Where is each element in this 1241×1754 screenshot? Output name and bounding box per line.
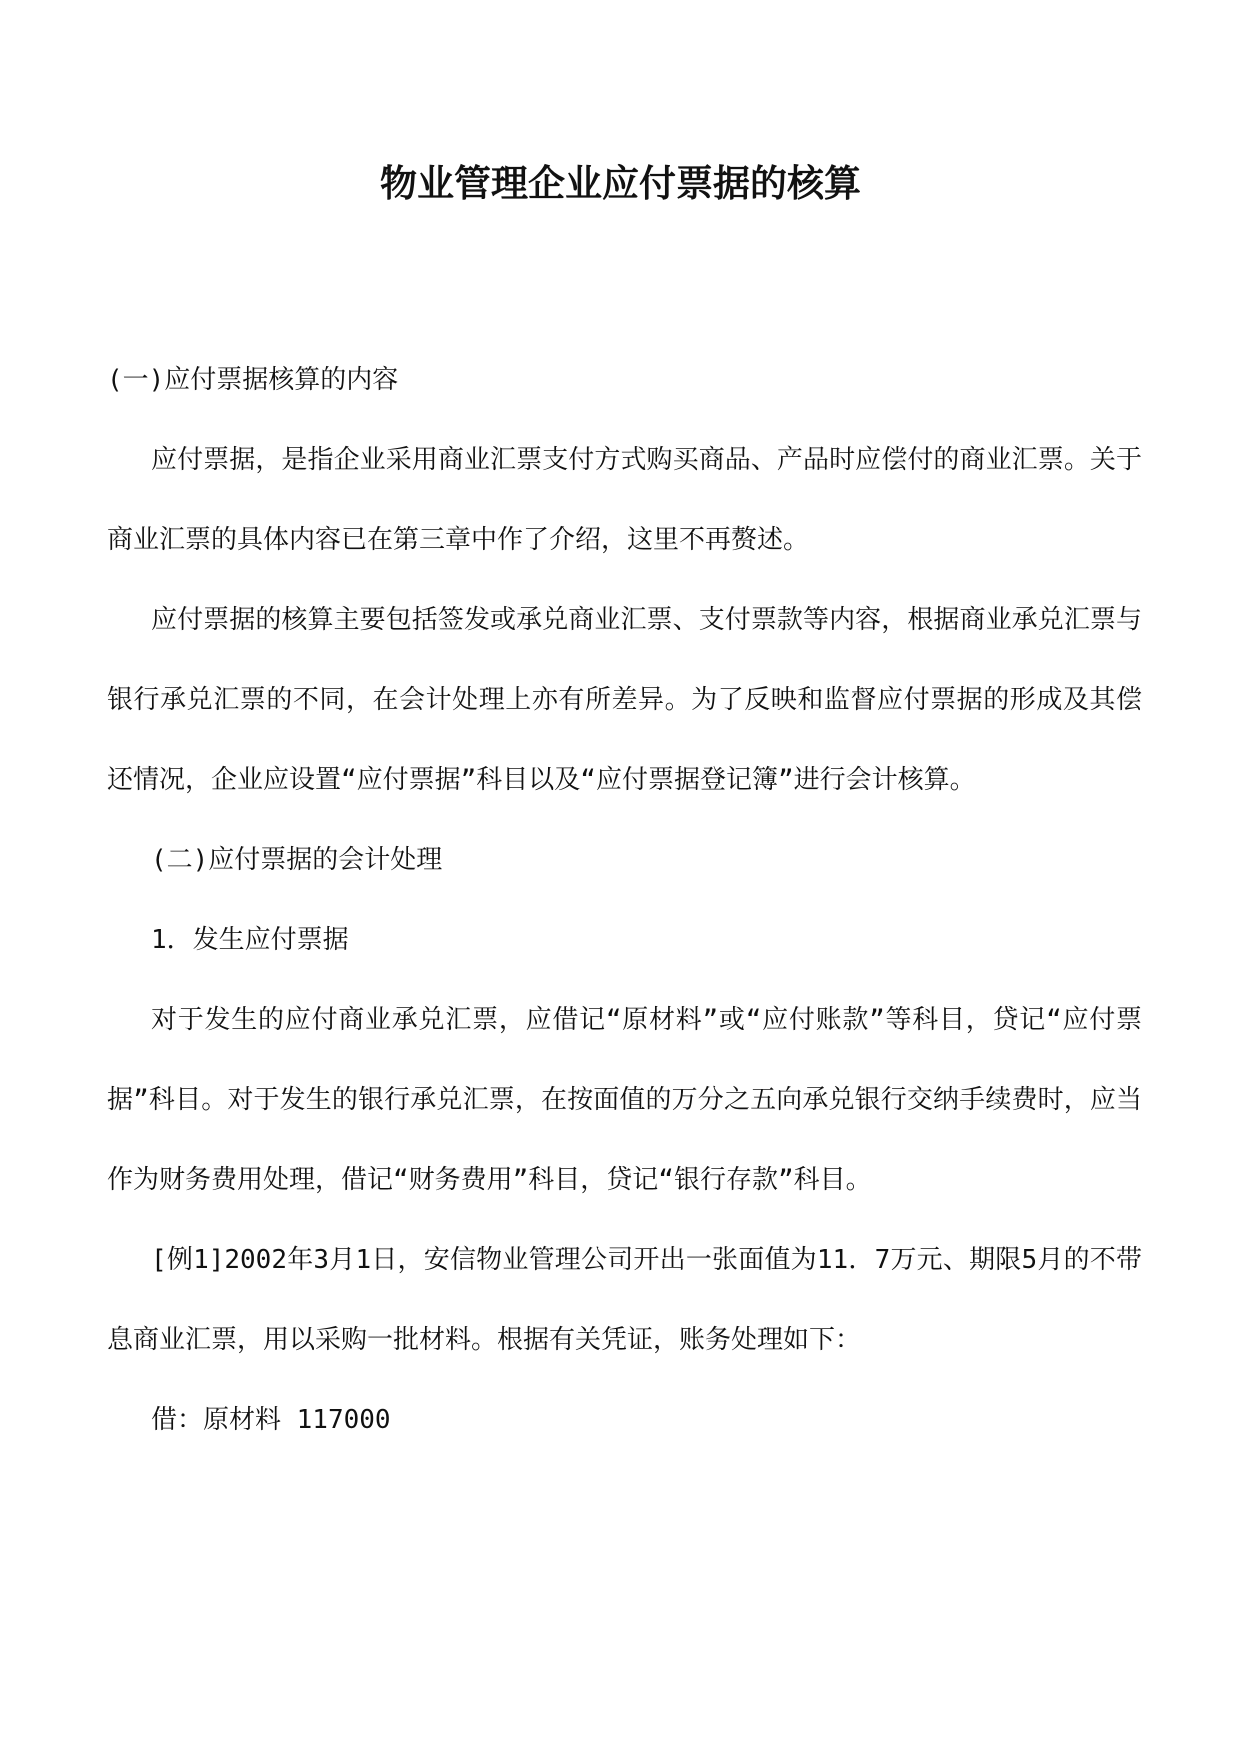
document-title: 物业管理企业应付票据的核算 [380,162,861,205]
journal-entry-debit: 借：原材料 117000 [151,1405,391,1435]
document-body [107,340,1142,1460]
paragraph-occurrence: 对于发生的应付商业承兑汇票，应借记“原材料”或“应付账款”等科目，贷记“应付票据”科目。对于发生的银行承兑汇票，在按面值的万分之五向承兑银行交纳手续费时，应当作为财务费用处理，借记“财务费用”科目，贷记“银行存款”科目。 [107,1005,1142,1195]
subsection-heading-1: 1．发生应付票据 [151,925,349,955]
paragraph-accounting-content: 应付票据的核算主要包括签发或承兑商业汇票、支付票款等内容，根据商业承兑汇票与银行承兑汇票的不同，在会计处理上亦有所差异。为了反映和监督应付票据的形成及其偿还情况，企业应设置“应付票据”科目以及“应付票据登记簿”进行会计核算。 [107,605,1142,795]
section-heading-2: (二)应付票据的会计处理 [151,845,443,875]
paragraph-example-1: [例1]2002年3月1日，安信物业管理公司开出一张面值为11．7万元、期限5月的不带息商业汇票，用以采购一批材料。根据有关凭证，账务处理如下： [107,1245,1142,1355]
section-heading-1: (一)应付票据核算的内容 [107,365,399,395]
paragraph-definition: 应付票据，是指企业采用商业汇票支付方式购买商品、产品时应偿付的商业汇票。关于商业汇票的具体内容已在第三章中作了介绍，这里不再赘述。 [107,445,1142,555]
